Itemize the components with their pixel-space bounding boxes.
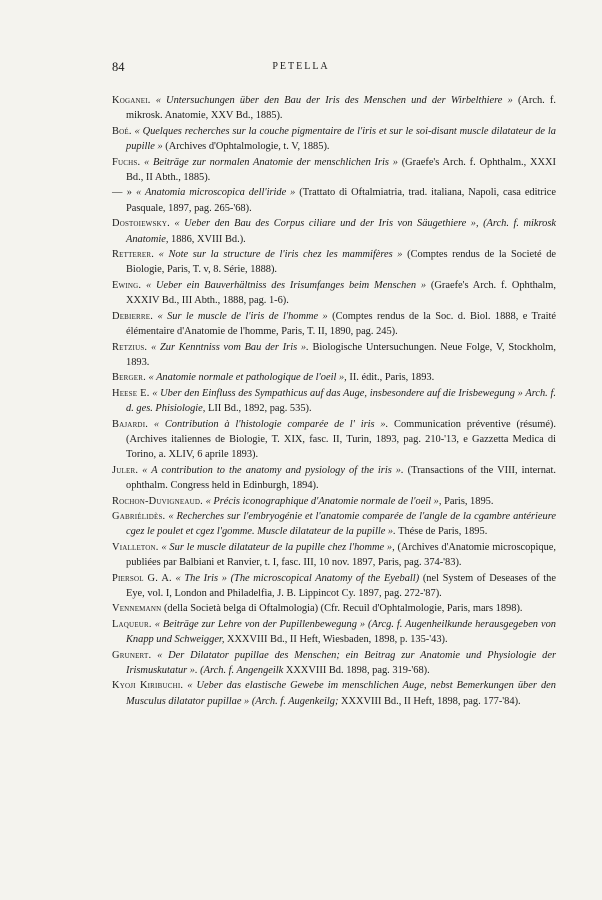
reference-title: « Anatomie normale et pathologique de l'oeil », <box>148 372 347 384</box>
reference-entry <box>112 678 556 709</box>
reference-title: « Précis iconographique d'Anatomie normale de l'oeil », <box>205 495 442 507</box>
reference-entry <box>112 540 556 571</box>
reference-title: « A contribution to the anatomy and pysiology of the iris ». <box>142 464 404 476</box>
reference-entry <box>112 648 556 679</box>
reference-entry <box>112 571 556 602</box>
reference-title: « Contribution à l'histologie comparée de l' iris ». <box>153 418 389 430</box>
reference-details: (Transactions of the VIII, internat. ophthalm. Congress held in Edinburgh, 1894). <box>126 464 556 492</box>
reference-details: (Trattato di Oftalmiatria, trad. italiana, Napoli, casa editrice Pasquale, 1897, pag. 265-'68). <box>126 187 556 214</box>
reference-author: Ewing. <box>112 279 142 291</box>
reference-details: (Comptes rendus de la Societé de Biologie, Paris, T. v, 8. Série, 1888). <box>126 249 556 276</box>
reference-author: Gabriélidès. <box>112 510 166 522</box>
reference-details: (Graefe's Arch. f. Ophthalm, XXXIV Bd., III Abth., 1888, pag. 1-6). <box>126 279 556 307</box>
reference-author: Kyoji Kiribuchi. <box>112 680 184 692</box>
reference-title: « Recherches sur l'embryogénie et l'anatomie comparée de l'angle de la cgambre antérieure cgez le poulet et cgez l'gomme. Muscle dilatateur de la pupille ». <box>126 510 556 538</box>
reference-author: Vialleton. <box>112 541 159 553</box>
reference-title: « Ueber das elastische Gewebe im menschlichen Auge, nebst Bemerkungen über den Musculus dilatator pupillae » (Arch. f. Augenkeilg; <box>126 680 556 707</box>
reference-title: « Ueber ein Bauverhältniss des Irisumfanges beim Menschen » <box>146 279 427 291</box>
reference-title: « Anatomia microscopica dell'iride » <box>136 187 296 199</box>
bibliography-list <box>112 93 556 709</box>
reference-author: Juler. <box>112 464 139 476</box>
reference-entry <box>112 601 556 616</box>
reference-author: Debierre. <box>112 310 154 322</box>
reference-title: « Zur Kenntniss vom Bau der Iris ». <box>151 341 309 353</box>
reference-entry <box>112 93 556 124</box>
reference-details: XXXVIII Bd., II Heft, 1898, pag. 177-'84). <box>338 695 521 707</box>
reference-author: — » <box>112 187 133 199</box>
reference-author: Fuchs. <box>112 156 141 168</box>
reference-author: Heese E. <box>112 387 150 399</box>
reference-author: Piersol G. A. <box>112 572 172 584</box>
reference-entry <box>112 340 556 371</box>
reference-details: (Comptes rendus de la Soc. d. Biol. 1888, e Traité élémentaire d'Anatomie de l'homme, Paris, T. II, 1890, pag. 245). <box>126 310 556 338</box>
reference-details: (Arch. f. mikrosk. Anatomie, XXV Bd., 1885). <box>126 95 556 122</box>
reference-title: « Beiträge zur Lehre von der Pupillenbewegung » (Arcg. f. Augenheilkunde herausgegeben von Knapp und Schweigger, <box>126 618 556 646</box>
reference-title: « Quelques recherches sur la couche pigmentaire de l'iris et sur le soi-disant muscle dilatateur de la pupille » <box>126 125 556 153</box>
reference-details: XXXVIII Bd., II Heft, Wiesbaden, 1898, p. 135-'43). <box>224 634 448 646</box>
reference-details: Communication préventive (résumé). (Archives italiennes de Biologie, T. XIX, fasc. II, Turin, 1893, pag. 210-'13, e Gazzetta Medica di Torino, a. XLIV, 6 aprile 1893). <box>126 418 556 461</box>
reference-title: « Sur le muscle de l'iris de l'homme » <box>157 310 328 322</box>
reference-details: (nel System of Deseases of the Eye, vol. I, London and Philadelfia, J. B. Lippincot Cy. 1897, pag. 272-'87). <box>126 572 556 599</box>
reference-title: « Ueber den Bau des Corpus ciliare und der Iris von Säugethiere », (Arch. f. mikrosk Anatomie, <box>126 218 556 245</box>
reference-entry <box>112 185 556 216</box>
reference-entry <box>112 247 556 278</box>
reference-author: Dostoiewsky. <box>112 218 170 230</box>
reference-author: Vennemann <box>112 603 162 615</box>
reference-author: Laqueur. <box>112 618 152 630</box>
reference-author: Rochon-Duvigneaud. <box>112 495 203 507</box>
reference-details: (della Società belga di Oftalmologia) (Cfr. Recuil d'Ophtalmologie, Paris, mars 1898). <box>163 603 523 615</box>
reference-title: « Sur le muscle dilatateur de la pupille chez l'homme », <box>161 541 395 553</box>
reference-author: Koganei. <box>112 95 151 106</box>
reference-author: Boé. <box>112 125 132 137</box>
reference-entry <box>112 155 556 186</box>
reference-details: (Graefe's Arch. f. Ophthalm., XXXI Bd., II Abth., 1885). <box>126 156 556 184</box>
running-title: PETELLA <box>272 61 330 72</box>
reference-entry <box>112 370 556 385</box>
reference-entry <box>112 463 556 494</box>
reference-details: Paris, 1895. <box>441 495 494 507</box>
reference-author: Grunert. <box>112 649 152 661</box>
reference-title: « Untersuchungen über den Bau der Iris des Menschen und der Wirbelthiere » <box>155 95 513 106</box>
reference-entry <box>112 386 556 417</box>
reference-details: LII Bd., 1892, pag. 535). <box>205 403 312 415</box>
page-number: 84 <box>112 60 125 74</box>
reference-author: Berger. <box>112 372 146 384</box>
reference-entry <box>112 278 556 309</box>
reference-author: Retterer. <box>112 249 155 261</box>
reference-entry <box>112 509 556 540</box>
reference-details: (Archives d'Ophtalmologie, t. V, 1885). <box>162 141 330 153</box>
reference-entry <box>112 309 556 340</box>
reference-title: « Uber den Einfluss des Sympathicus auf das Auge, insbesondere auf die Irisbewegung » Arch. f. d. ges. Phisiologie, <box>126 387 556 415</box>
reference-entry <box>112 417 556 463</box>
reference-entry <box>112 494 556 509</box>
reference-details: 1886, XVIII Bd.). <box>168 233 246 245</box>
reference-details: XXXVIII Bd. 1898, pag. 319-'68). <box>283 665 430 677</box>
reference-details: (Archives d'Anatomie microscopique, publiées par Balbiani et Ranvier, t. I, fasc. III, 10 nov. 1897, Paris, pag. 374-'83). <box>126 541 556 569</box>
reference-details: Biologische Untersuchungen. Neue Folge, V, Stockholm, 1893. <box>126 341 556 368</box>
reference-author: Retzius. <box>112 341 148 353</box>
reference-title: « Note sur la structure de l'iris chez les mammifères » <box>158 249 403 261</box>
reference-author: Bajardi. <box>112 418 149 430</box>
reference-entry <box>112 617 556 648</box>
reference-entry <box>112 124 556 155</box>
reference-details: II. édit., Paris, 1893. <box>346 372 435 384</box>
reference-details: Thése de Paris, 1895. <box>395 526 488 538</box>
reference-title: « Beiträge zur normalen Anatomie der menschlichen Iris » <box>144 156 398 168</box>
reference-title: « Der Dilatator pupillae des Menschen; ein Beitrag zur Anatomie und Physiologie der Irismuskutatur ». (Arch. f. Angengeilk <box>126 649 556 677</box>
reference-title: « The Iris » (The microscopical Anatomy of the Eyeball) <box>175 572 420 584</box>
reference-entry <box>112 216 556 247</box>
